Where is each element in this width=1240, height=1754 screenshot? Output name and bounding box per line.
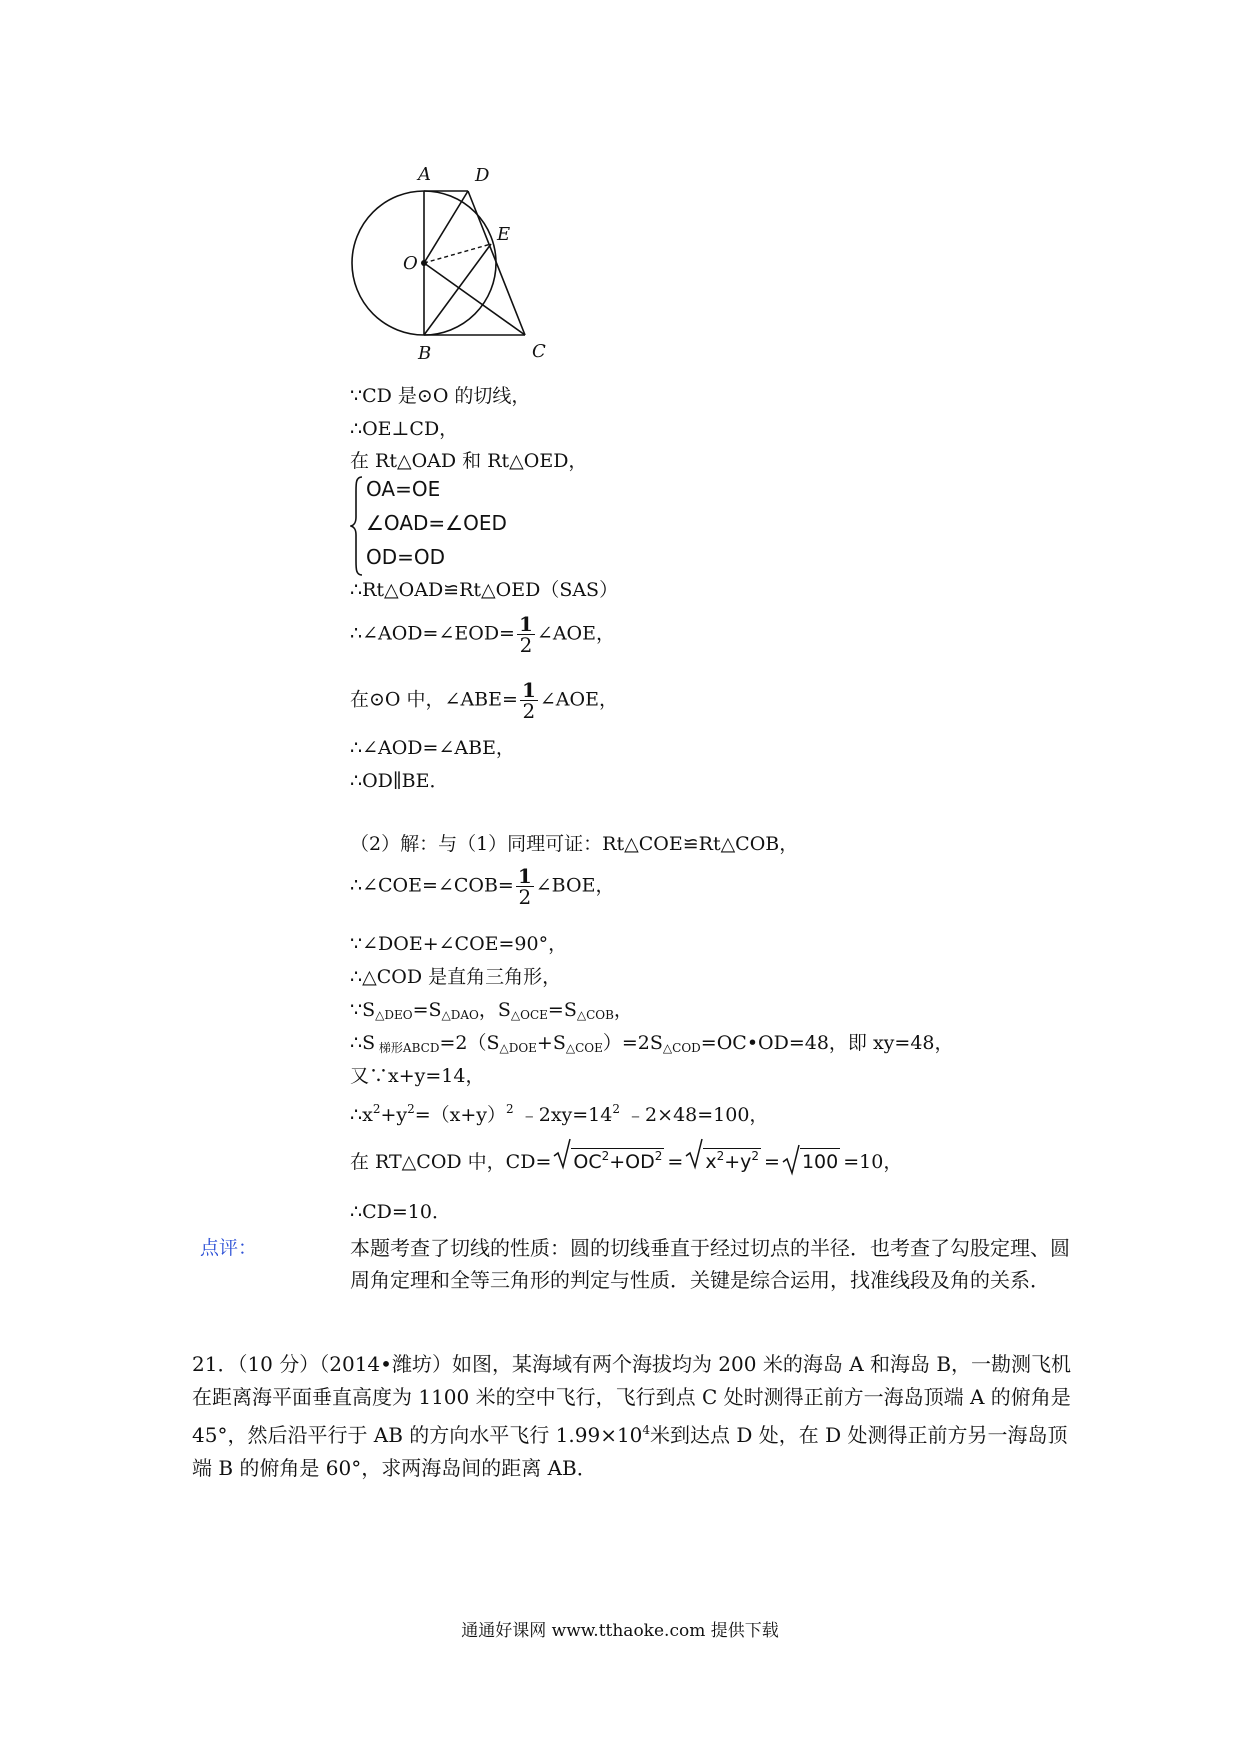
sqrt-expression: $x^2+y^2$ [685, 1140, 764, 1174]
radical-sign-icon [782, 1142, 800, 1176]
proof-line: ∴S $_{梯形ABCD}=2(S_{\triangle DOE}+S_{\triangle COE})=2S_{\triangle COD}=OC•OD=48$，即 xy=48， [350, 1032, 954, 1055]
proof-line: ∴OD∥BE． [350, 770, 449, 792]
proof-line: $\because S_{\triangle DEO}=S_{\triangle DAO}$，$S_{\triangle OCE}=S_{\triangle COB}$， [350, 999, 633, 1022]
proof-line: ∴OE⊥CD， [350, 418, 459, 440]
geometry-figure [340, 160, 570, 370]
system-row: OA=OE [366, 477, 441, 501]
sqrt-expression: 100 [782, 1146, 843, 1174]
proof-text: ∴∠AOD=∠EOD= [350, 622, 515, 645]
center-dot [421, 260, 427, 266]
fraction-half: $\frac{1}{2}$ [518, 612, 533, 657]
proof-line [350, 680, 618, 721]
proof-text: ∠AOE， [539, 688, 618, 711]
page-footer: 通通好课网 www.tthaoke.com 提供下载 [461, 1621, 779, 1641]
fraction-half: $\frac{1}{2}$ [517, 864, 532, 909]
proof-text: ∴∠COE=∠COB= [350, 874, 514, 897]
sqrt-expression: $OC^2+OD^2$ [553, 1140, 667, 1174]
point-label-c: C [532, 341, 546, 362]
fraction-half: $\frac{1}{2}$ [521, 678, 536, 723]
proof-text: ∠BOE， [535, 874, 615, 897]
proof-text: 在⊙O 中，∠ABE= [350, 688, 518, 711]
proof-line [350, 866, 614, 907]
proof-line: ∴CD=10． [350, 1201, 451, 1223]
proof-line: 又∵x+y=14， [350, 1065, 485, 1087]
problem-21: 21．（10 分）（2014•潍坊）如图，某海域有两个海拔均为 200 米的海岛 A 和海岛 B，一勘测飞机在距离海平面垂直高度为 1100 米的空中飞行，飞行到点 C 处时测得正前方一海岛顶端 A 的俯角是 45°，然后沿平行于 AB 的方向水平飞行 $1.99\times 10^4$米到达点 D 处，在 D 处测得正前方另一海岛顶端 B 的俯角是 60°，求两海岛间的距离 AB． [192, 1352, 1072, 1480]
point-label-b: B [418, 343, 432, 364]
radical-sign-icon [553, 1136, 571, 1170]
proof-line: ∴∠AOD=∠ABE， [350, 737, 515, 759]
proof-line: 在 RT△COD 中，CD= $OC^2+OD^2$ = $x^2+y^2$ = 100 =10， [350, 1140, 902, 1174]
radical-sign-icon [685, 1136, 703, 1170]
point-label-a: A [418, 164, 431, 185]
point-label-o: O [403, 253, 418, 274]
proof-line: （2）解：与（1）同理可证：Rt△COE≌Rt△COB， [350, 833, 799, 855]
system-row: ∠OAD=∠OED [366, 511, 507, 535]
proof-line: 在 Rt△OAD 和 Rt△OED， [350, 450, 588, 472]
system-row: OD=OD [366, 545, 446, 569]
proof-line: ∵∠DOE+∠COE=90°， [350, 933, 568, 955]
proof-line: ∴Rt△OAD≌Rt△OED（SAS） [350, 579, 619, 601]
proof-line [350, 614, 615, 655]
proof-line: ∴△COD 是直角三角形， [350, 966, 562, 988]
proof-line: $\therefore x^2+y^2=(x+y)^2$ $﹣2xy=14^2$ ﹣2×48=100， [350, 1102, 769, 1126]
proof-line: ∵CD 是⊙O 的切线， [350, 385, 531, 407]
comment-label: 点评： [200, 1237, 258, 1259]
proof-text: ∠AOE， [536, 622, 615, 645]
equation-system [350, 475, 550, 577]
point-label-d: D [475, 165, 490, 186]
comment-text: 本题考查了切线的性质：圆的切线垂直于经过切点的半径．也考查了勾股定理、圆周角定理和全等三角形的判定与性质．关键是综合运用，找准线段及角的关系． [350, 1236, 1070, 1292]
point-label-e: E [497, 224, 511, 245]
left-brace-icon [350, 475, 364, 577]
segment-oc [424, 263, 525, 335]
segment-be [424, 244, 491, 335]
